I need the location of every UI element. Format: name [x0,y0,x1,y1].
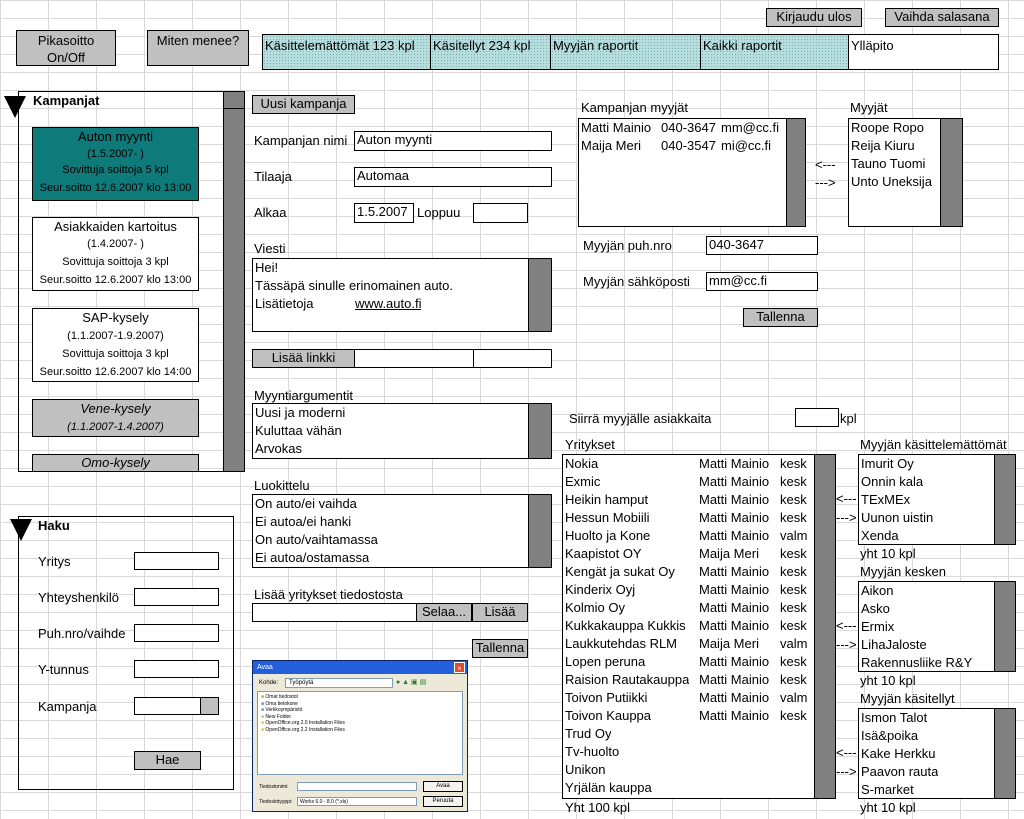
seller-phone: 040-3647 [661,120,716,135]
list-item: Arvokas [255,441,302,456]
move-left-arrow[interactable]: <--- [815,157,836,172]
list-item[interactable]: ■ New Folder [261,713,291,720]
companies-total: Yht 100 kpl [565,800,631,815]
list-item[interactable]: Rakennusliike R&Y [861,655,973,670]
filetype-select[interactable]: Works 6.0 - 8.0 (*.xls) [297,797,417,806]
move-right-arrow[interactable]: ---> [836,510,857,525]
filename-label: Tiedostonimi: [259,784,289,790]
list-item[interactable]: ■ OpenOffice.org 2.2 Installation Files [261,726,345,733]
company-name: Exmic [565,474,601,489]
classification-scrollbar[interactable] [528,494,552,568]
seller-name: Matti Mainio [699,474,770,489]
status: valm [780,690,808,705]
add-link-button[interactable]: Lisää linkki [252,349,355,368]
sales-args-label: Myyntiargumentit [254,388,353,403]
list-item: Ei autoa/ei hanki [255,514,352,529]
sellers-scrollbar[interactable] [940,118,963,227]
table-row[interactable] [563,473,815,491]
company-name: Unikon [565,762,606,777]
list-item[interactable]: ■ OpenOffice.org 2.0 Installation Files [261,720,345,726]
status: kesk [780,510,807,525]
table-row[interactable] [563,761,815,779]
table-row[interactable] [563,455,815,473]
link-text-input[interactable] [354,349,474,368]
list-item: Kuluttaa vähän [255,423,342,438]
move-left-arrow[interactable]: <--- [836,745,857,760]
seller-email: mi@cc.fi [721,138,772,153]
company-name: Yrjälän kauppa [565,780,652,795]
handled-list[interactable] [858,708,1016,799]
phone-search-input[interactable] [134,624,219,642]
classification-list[interactable] [252,494,552,568]
campaign-card[interactable] [32,399,199,437]
transfer-unit: kpl [840,411,857,426]
seller-name: Matti Mainio [699,672,770,687]
tab-handled[interactable]: Käsitellyt 234 kpl [431,35,551,69]
move-left-arrow[interactable]: <--- [836,618,857,633]
seller-name: Matti Mainio [699,492,770,507]
dialog-cancel-button[interactable]: Peruuta [423,796,463,807]
save-campaign-button[interactable]: Tallenna [472,639,528,658]
logout-button[interactable]: Kirjaudu ulos [766,8,862,27]
status: valm [780,636,808,651]
seller-email: mm@cc.fi [721,120,779,135]
seller-name: Maija Meri [699,636,759,651]
field-label: Yhteyshenkilö [38,590,119,605]
client-input[interactable]: Automaa [354,167,552,187]
list-item[interactable]: ■ Oma tietokone [261,700,298,707]
close-icon[interactable]: × [454,662,465,673]
field-label: Puh.nro/vaihde [38,626,126,641]
nav-icons[interactable]: ● ▲ ▣ ▤ [396,679,427,686]
move-right-arrow[interactable]: ---> [836,764,857,779]
list-item: On auto/ei vaihda [255,496,357,511]
list-item[interactable]: Paavon rauta [861,764,939,779]
unhandled-list[interactable] [858,454,1016,545]
company-name: Kaapistot OY [565,546,642,561]
import-label: Lisää yritykset tiedostosta [254,587,403,602]
transfer-count-input[interactable] [795,408,839,427]
list-item: Uusi ja moderni [255,405,346,420]
file-list[interactable] [257,691,463,775]
client-label: Tilaaja [254,169,292,184]
seller-email-input[interactable]: mm@cc.fi [706,272,818,291]
status: kesk [780,600,807,615]
campaign-calls: Sovittuja soittoja 3 kpl [62,348,169,360]
look-in-select[interactable]: Työpöytä [285,678,393,688]
message-scrollbar[interactable] [528,258,552,332]
list-item[interactable]: Ismon Talot [861,710,928,725]
browse-button[interactable]: Selaa... [416,603,472,622]
company-name: Heikin hamput [565,492,649,507]
company-name: Lopen peruna [565,654,646,669]
list-item[interactable]: LihaJaloste [861,637,927,652]
message-label: Viesti [254,241,286,256]
pending-total: yht 10 kpl [860,673,916,688]
seller-phone-label: Myyjän puh.nro [583,238,672,253]
status: kesk [780,582,807,597]
campaign-sellers-scrollbar[interactable] [786,118,806,227]
company-name: Kukkakauppa Kukkis [565,618,686,633]
campaign-dates: (1.5.2007- ) [87,148,144,160]
seller-name: Matti Mainio [699,456,770,471]
search-button[interactable]: Hae [134,751,201,770]
company-name: Hessun Mobiili [565,510,650,525]
company-name: Raision Rautakauppa [565,672,690,687]
new-campaign-button[interactable]: Uusi kampanja [252,95,355,114]
list-item: Reija Kiuru [851,138,915,153]
import-add-button[interactable]: Lisää [472,603,528,622]
campaign-next-call: Seur.soitto 12.6.2007 klo 13:00 [39,274,192,286]
handled-total: yht 10 kpl [860,800,916,815]
dialog-open-button[interactable]: Avaa [423,781,463,792]
campaign-sellers-title: Kampanjan myyjät [581,100,688,115]
campaign-name: SAP-kysely [82,310,149,325]
filename-input[interactable] [297,782,417,791]
seller-name: Maija Meri [699,546,759,561]
handled-title: Myyjän käsitellyt [860,691,955,706]
company-name: Tv-huolto [565,744,620,759]
campaign-calls: Sovittuja soittoja 3 kpl [62,256,169,268]
campaign-dropdown-button[interactable] [200,697,219,715]
company-name: Kinderix Oyj [565,582,636,597]
campaign-name: Auton myynti [77,129,154,144]
open-file-dialog [252,660,468,812]
import-file-input[interactable] [252,603,417,622]
seller-name: Matti Mainio [699,600,770,615]
end-date-input[interactable] [473,203,528,223]
sellers-title: Myyjät [850,100,888,115]
campaign-card[interactable] [32,454,199,472]
table-row[interactable] [563,563,815,581]
table-row[interactable] [563,635,815,653]
campaign-name: Omo-kysely [81,455,150,470]
save-seller-button[interactable]: Tallenna [743,308,818,327]
campaign-card[interactable] [32,308,199,382]
sales-args-scrollbar[interactable] [528,403,552,459]
table-row[interactable] [563,527,815,545]
company-name: Laukkutehdas RLM [565,636,678,651]
list-item: Roope Ropo [851,120,924,135]
seller-name: Matti Mainio [699,510,770,525]
speed-dial-label: Pikasoitto On/Off [37,33,95,65]
how-is-it-going-button[interactable]: Miten menee? [147,30,249,66]
campaign-card[interactable] [32,127,199,201]
tab-all-reports[interactable]: Kaikki raportit [701,35,849,69]
seller-phone: 040-3547 [661,138,716,153]
move-right-arrow[interactable]: ---> [836,637,857,652]
table-row[interactable] [563,707,815,725]
status: kesk [780,654,807,669]
message-line: Lisätietoja [255,296,314,311]
status: kesk [780,546,807,561]
handled-scrollbar[interactable] [994,708,1016,799]
move-right-arrow[interactable]: ---> [815,175,836,190]
link-url-input[interactable] [473,349,552,368]
seller-phone-input[interactable]: 040-3647 [706,236,818,255]
seller-name: Maija Meri [581,138,641,153]
status: kesk [780,708,807,723]
message-line: Tässäpä sinulle erinomainen auto. [255,278,454,293]
message-link[interactable]: www.auto.fi [355,296,422,311]
seller-name: Matti Mainio [699,582,770,597]
campaigns-scrollbar[interactable] [223,91,245,472]
field-label: Kampanja [38,699,97,714]
companies-title: Yritykset [565,437,615,452]
table-row[interactable] [563,653,815,671]
seller-name: Matti Mainio [581,120,652,135]
nav-bar [262,34,999,70]
seller-name: Matti Mainio [699,528,770,543]
list-item[interactable]: Onnin kala [861,474,924,489]
list-item[interactable]: Kake Herkku [861,746,936,761]
search-title: Haku [38,518,70,533]
status: kesk [780,564,807,579]
seller-name: Matti Mainio [699,618,770,633]
campaigns-title: Kampanjat [33,93,100,108]
list-item: On auto/vaihtamassa [255,532,378,547]
table-row[interactable] [563,725,815,743]
list-item[interactable]: Asko [861,601,890,616]
company-name: Toivon Putiikki [565,690,648,705]
campaign-dates: (1.4.2007- ) [87,238,144,250]
change-password-button[interactable]: Vaihda salasana [885,8,999,27]
filetype-label: Tiedostotyyppi: [259,799,293,805]
company-search-input[interactable] [134,552,219,570]
list-item: Unto Uneksija [851,174,932,189]
table-row[interactable] [563,743,815,761]
list-item[interactable]: Uunon uistin [861,510,934,525]
list-item[interactable]: Ermix [861,619,895,634]
pending-scrollbar[interactable] [994,581,1016,672]
campaign-calls: Sovittuja soittoja 5 kpl [62,164,169,176]
list-item[interactable]: TExMEx [861,492,911,507]
list-item[interactable]: Xenda [861,528,899,543]
campaign-name: Vene-kysely [80,401,151,416]
business-id-search-input[interactable] [134,660,219,678]
seller-name: Matti Mainio [699,690,770,705]
pending-list[interactable] [858,581,1016,672]
campaign-name: Asiakkaiden kartoitus [54,219,177,234]
message-line: Hei! [255,260,279,275]
sales-args-list[interactable] [252,403,552,459]
start-label: Alkaa [254,205,287,220]
status: kesk [780,672,807,687]
tab-admin[interactable]: Ylläpito [851,38,894,53]
end-label: Loppuu [417,205,461,220]
status: valm [780,528,808,543]
campaign-dates: (1.1.2007-1.4.2007) [67,421,164,433]
seller-name: Matti Mainio [699,564,770,579]
company-name: Trud Oy [565,726,612,741]
status: kesk [780,456,807,471]
pending-title: Myyjän kesken [860,564,946,579]
transfer-label: Siirrä myyjälle asiakkaita [569,411,712,426]
contact-search-input[interactable] [134,588,219,606]
start-date-input[interactable]: 1.5.2007 [354,203,414,223]
seller-name: Matti Mainio [699,708,770,723]
list-item: Tauno Tuomi [851,156,926,171]
table-row[interactable] [563,581,815,599]
table-row[interactable] [563,779,815,797]
company-name: Kengät ja sukat Oy [565,564,675,579]
companies-table[interactable] [562,454,836,799]
campaign-next-call: Seur.soitto 12.6.2007 klo 13:00 [39,182,192,194]
dialog-titlebar: Avaa [253,661,467,674]
move-left-arrow[interactable]: <--- [836,491,857,506]
table-row[interactable] [563,671,815,689]
table-row[interactable] [563,689,815,707]
seller-email-label: Myyjän sähköposti [583,274,690,289]
table-row[interactable] [563,545,815,563]
field-label: Y-tunnus [38,662,89,677]
message-textarea[interactable] [252,258,552,332]
status: kesk [780,474,807,489]
tab-seller-reports[interactable]: Myyjän raportit [551,35,701,69]
campaign-card[interactable] [32,217,199,291]
companies-scrollbar[interactable] [814,454,836,799]
unhandled-scrollbar[interactable] [994,454,1016,545]
unhandled-title: Myyjän käsittelemättömät [860,437,1007,452]
status: kesk [780,492,807,507]
list-item[interactable]: Aikon [861,583,894,598]
company-name: Nokia [565,456,599,471]
list-item[interactable]: ■ Omat tiedostot [261,694,298,700]
field-label: Yritys [38,554,71,569]
table-row[interactable] [563,617,815,635]
company-name: Kolmio Oy [565,600,625,615]
list-item[interactable]: Imurit Oy [861,456,914,471]
campaign-next-call: Seur.soitto 12.6.2007 klo 14:00 [39,366,192,378]
table-row[interactable] [563,599,815,617]
list-item[interactable]: Isä&poika [861,728,919,743]
unhandled-total: yht 10 kpl [860,546,916,561]
table-row[interactable] [563,491,815,509]
campaign-dates: (1.1.2007-1.9.2007) [67,330,164,342]
campaign-name-label: Kampanjan nimi [254,133,348,148]
company-name: Toivon Kauppa [565,708,652,723]
speed-dial-toggle[interactable] [16,30,116,66]
company-name: Huolto ja Kone [565,528,651,543]
list-item[interactable]: ■ Verkkoympäristö [261,707,303,713]
seller-name: Matti Mainio [699,654,770,669]
classification-label: Luokittelu [254,478,310,493]
look-in-label: Kohde: [259,680,279,686]
list-item: Ei autoa/ostamassa [255,550,370,565]
status: kesk [780,618,807,633]
list-item[interactable]: S-market [861,782,914,797]
table-row[interactable] [563,509,815,527]
campaign-name-input[interactable]: Auton myynti [354,131,552,151]
tab-unhandled[interactable]: Käsittelemättömät 123 kpl [263,35,431,69]
campaign-sellers-list[interactable] [578,118,806,227]
